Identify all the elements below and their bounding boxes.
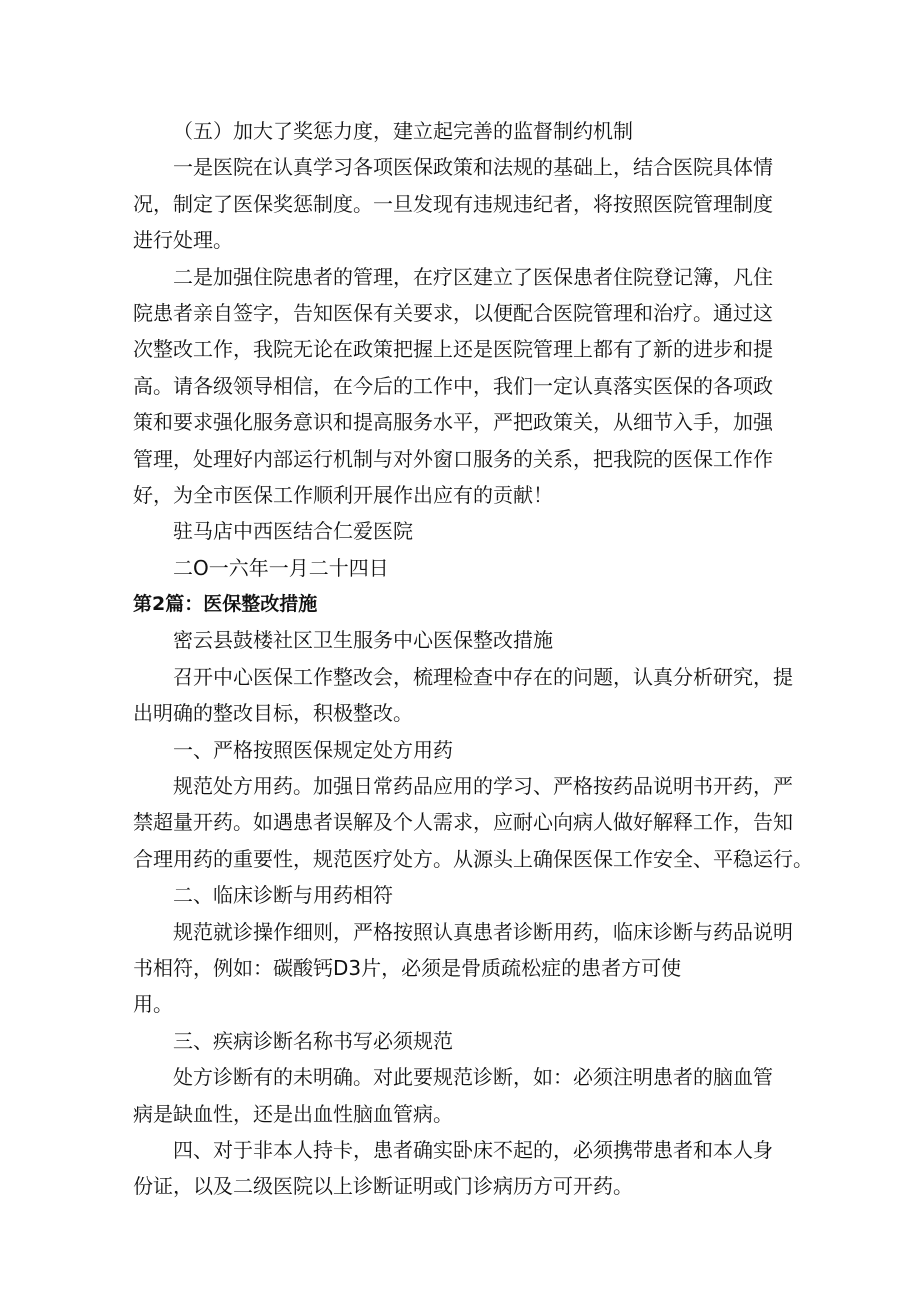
text-line: 院患者亲自签字，告知医保有关要求，以便配合医院管理和治疗。通过这 [133, 300, 773, 325]
text-line: 书相符，例如：碳酸钙D3片，必须是骨质疏松症的患者方可使 [133, 955, 682, 980]
text-line: 一、严格按照医保规定处方用药 [173, 737, 453, 762]
text-line: （五）加大了奖惩力度，建立起完善的监督制约机制 [173, 119, 633, 143]
text-line: 禁超量开药。如遇患者误解及个人需求，应耐心向病人做好解释工作，告知 [133, 810, 793, 835]
text-line: 驻马店中西医结合仁爱医院 [173, 519, 413, 544]
text-line: 二O一六年一月二十四日 [173, 555, 389, 580]
text-line: 合理用药的重要性，规范医疗处方。从源头上确保医保工作安全、平稳运行。 [133, 846, 813, 871]
text-line: 规范就诊操作细则，严格按照认真患者诊断用药，临床诊断与药品说明 [173, 919, 793, 944]
text-line: 一是医院在认真学习各项医保政策和法规的基础上，结合医院具体情 [173, 155, 773, 180]
text-line: 次整改工作，我院无论在政策把握上还是医院管理上都有了新的进步和提 [133, 337, 773, 362]
text-line: 用。 [133, 992, 173, 1017]
text-line: 处方诊断有的未明确。对此要规范诊断，如：必须注明患者的脑血管 [173, 1065, 773, 1090]
text-line: 病是缺血性，还是出血性脑血管病。 [133, 1101, 453, 1126]
text-line: 三、疾病诊断名称书写必须规范 [173, 1028, 453, 1053]
text-line: 策和要求强化服务意识和提高服务水平，严把政策关，从细节入手，加强 [133, 410, 773, 435]
document-page [133, 113, 813, 1205]
section-heading: 第2篇：医保整改措施 [133, 593, 318, 616]
text-line: 密云县鼓楼社区卫生服务中心医保整改措施 [173, 628, 553, 653]
text-line: 高。请各级领导相信，在今后的工作中，我们一定认真落实医保的各项政 [133, 373, 773, 398]
text-line: 管理，处理好内部运行机制与对外窗口服务的关系，把我院的医保工作作 [133, 446, 773, 471]
text-line: 进行处理。 [133, 228, 233, 253]
text-line: 二是加强住院患者的管理，在疗区建立了医保患者住院登记簿，凡住 [173, 264, 773, 289]
text-line: 份证，以及二级医院以上诊断证明或门诊病历方可开药。 [133, 1174, 633, 1199]
text-line: 况，制定了医保奖惩制度。一旦发现有违规违纪者，将按照医院管理制度 [133, 191, 773, 216]
text-line: 召开中心医保工作整改会，梳理检查中存在的问题，认真分析研究，提 [173, 664, 793, 689]
text-line: 出明确的整改目标，积极整改。 [133, 701, 413, 726]
text-line: 规范处方用药。加强日常药品应用的学习、严格按药品说明书开药，严 [173, 774, 793, 799]
text-line: 二、临床诊断与用药相符 [173, 883, 393, 908]
text-line: 四、对于非本人持卡，患者确实卧床不起的，必须携带患者和本人身 [173, 1137, 773, 1162]
text-line: 好，为全市医保工作顺利开展作出应有的贡献！ [133, 482, 553, 507]
